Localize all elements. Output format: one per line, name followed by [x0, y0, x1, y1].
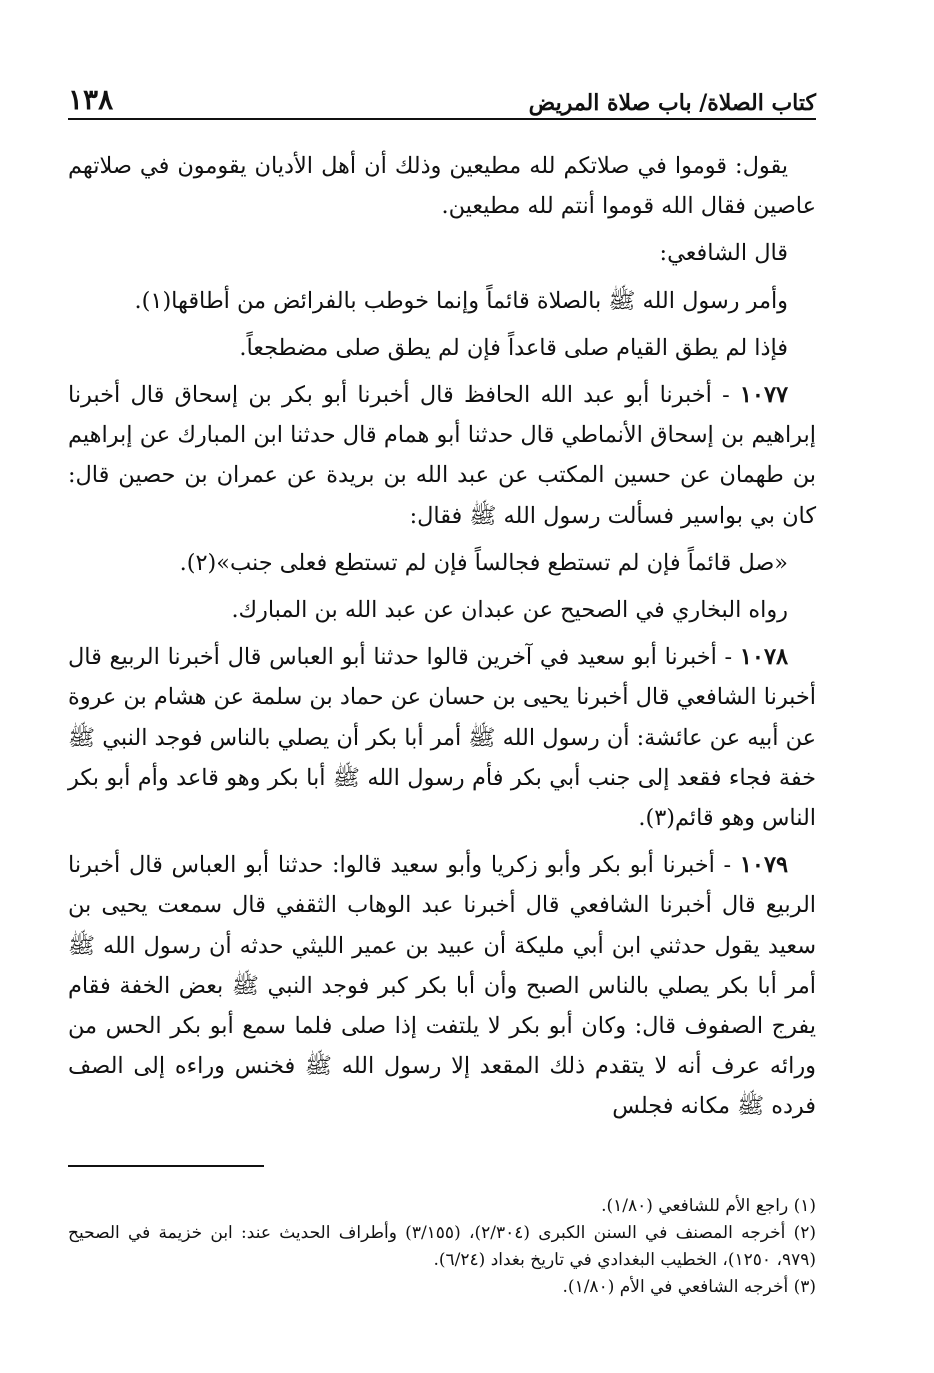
hadith-1079: [68, 845, 816, 1126]
main-text: [68, 146, 816, 1127]
paragraph-4: فإذا لم يطق القيام صلى قاعداً فإن لم يطق صلى مضطجعاً.: [239, 334, 788, 361]
hadith-text: - أخبرنا أبو سعيد في آخرين قالوا حدثنا أبو العباس قال أخبرنا الربيع قال أخبرنا الشافعي قال أخبرنا يحيى بن حسان عن حماد بن سلمة عن هشام بن عروة عن أبيه عن عائشة: أن رسول الله ﷺ أمر أبا بكر أن يصلي بالناس فوجد النبي ﷺ خفة فجاء فقعد إلى جنب أبي بكر فأم رسول الله ﷺ أبا بكر وهو قاعد وأم أبو بكر الناس وهو قائم(٣).: [68, 644, 816, 832]
hadith-text: - أخبرنا أبو بكر وأبو زكريا وأبو سعيد قالوا: حدثنا أبو العباس قال أخبرنا الربيع قال أخبرنا الشافعي قال أخبرنا عبد الوهاب الثقفي قال سمعت يحيى بن سعيد يقول حدثني ابن أبي مليكة أن عبيد بن عمير الليثي حدثه أن رسول الله ﷺ أمر أبا بكر يصلي بالناس الصبح وأن أبا بكر كبر فوجد النبي ﷺ بعض الخفة فقام يفرج الصفوف قال: وكان أبو بكر لا يلتفت إذا صلى فلما سمع أبو بكر الحس من ورائه عرف أنه لا يتقدم ذلك المقعد إلا رسول الله ﷺ فخنس وراءه إلى الصف فرده ﷺ مكانه فجلس: [68, 852, 816, 1120]
running-head: كتاب الصلاة/ باب صلاة المريض: [528, 90, 816, 116]
hadith-number: ١٠٧٧: [739, 382, 788, 409]
paragraph-7: رواه البخاري في الصحيح عن عبدان عن عبد الله بن المبارك.: [231, 597, 788, 624]
hadith-number: ١٠٧٨: [739, 644, 788, 671]
paragraph-6: «صل قائماً فإن لم تستطع فجالساً فإن لم تستطع فعلى جنب»(٢).: [179, 549, 788, 576]
hadith-1078: [68, 637, 816, 838]
page-header: [68, 78, 816, 120]
paragraph-1: يقول: قوموا في صلاتكم لله مطيعين وذلك أن أهل الأديان يقومون في صلاتهم عاصين فقال الله قوموا أنتم لله مطيعين.: [68, 153, 816, 220]
footnote-2: (٢) أخرجه المصنف في السنن الكبرى (٢/٣٠٤)، (٣/١٥٥) وأطراف الحديث عند: ابن خزيمة في الصحيح (٩٧٩، ١٢٥٠)، الخطيب البغدادي في تاريخ بغداد (٦/٢٤).: [68, 1222, 816, 1270]
hadith-1077: [68, 375, 816, 536]
footnote-3: (٣) أخرجه الشافعي في الأم (١/٨٠).: [562, 1276, 816, 1297]
hadith-text: - أخبرنا أبو عبد الله الحافظ قال أخبرنا أبو بكر بن إسحاق قال أخبرنا إبراهيم بن إسحاق الأنماطي قال حدثنا أبو همام قال حدثنا ابن المبارك عن إبراهيم بن طهمان عن حسين المكتب عن عبد الله بن بريدة عن عمران بن حصين قال: كان بي بواسير فسألت رسول الله ﷺ فقال:: [68, 382, 816, 529]
footnotes: [68, 1193, 816, 1301]
footnote-1: (١) راجع الأم للشافعي (١/٨٠).: [601, 1195, 816, 1216]
paragraph-2: قال الشافعي:: [659, 240, 788, 267]
paragraph-3: وأمر رسول الله ﷺ بالصلاة قائماً وإنما خوطب بالفرائض من أطاقها(١).: [134, 287, 788, 314]
hadith-number: ١٠٧٩: [739, 852, 788, 879]
book-page: [68, 78, 816, 1301]
page-number: ١٣٨: [68, 83, 114, 116]
footnote-divider: [68, 1165, 264, 1167]
